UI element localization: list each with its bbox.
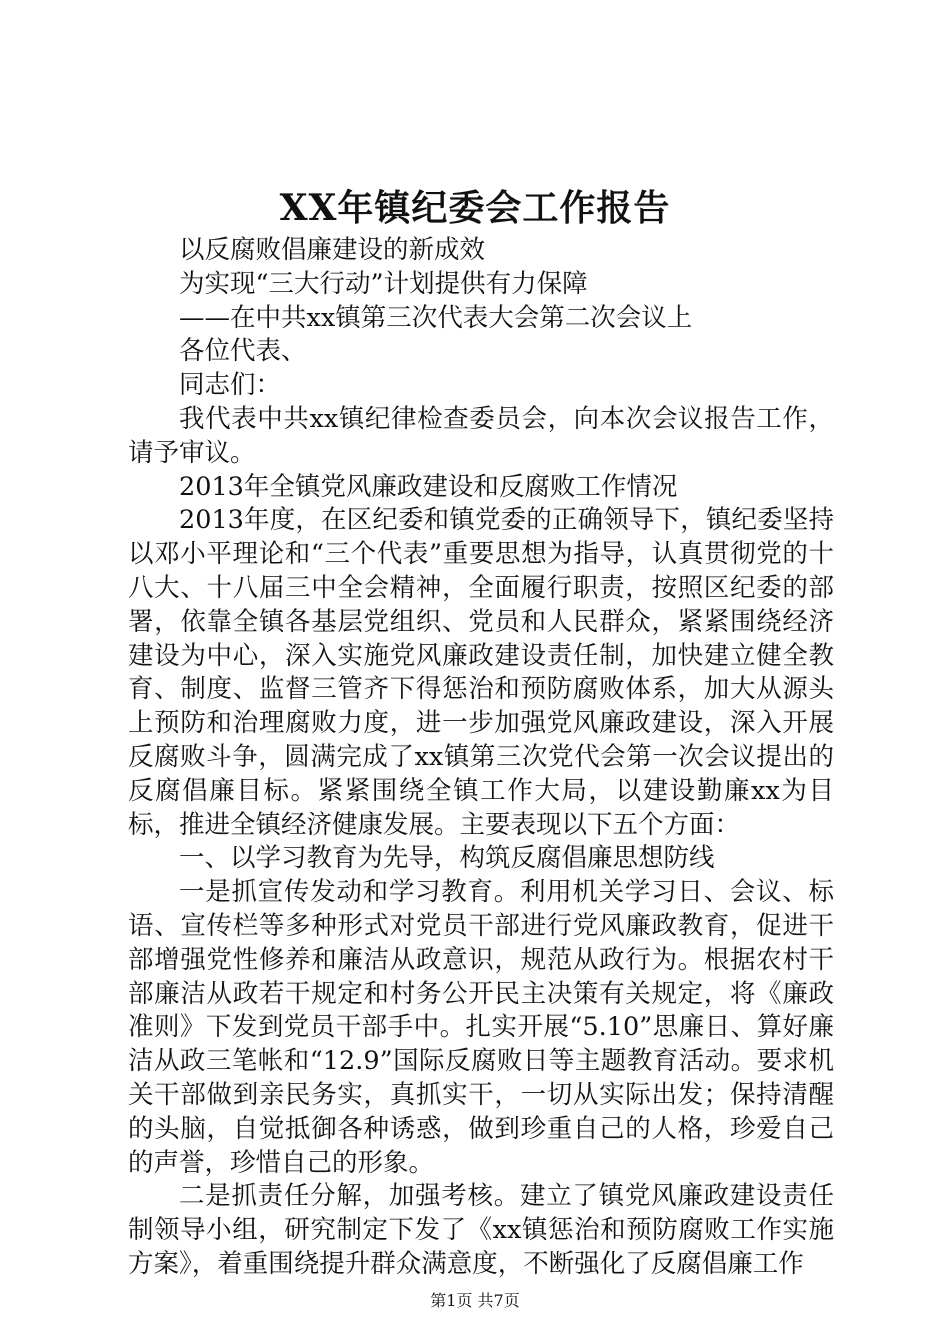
body-paragraph: 我代表中共xx镇纪律检查委员会，向本次会议报告工作，请予审议。 (128, 403, 834, 468)
subtitle-line: 以反腐败倡廉建设的新成效 (179, 235, 486, 265)
body-paragraph: 一是抓宣传发动和学习教育。利用机关学习日、会议、标语、宣传栏等多种形式对党员干部进行党风廉政教育，促进干部增强党性修养和廉洁从政意识，规范从政行为。根据农村干部廉洁从政若干规定和村务公开民主决策有关规定，将《廉政准则》下发到党员干部手中。扎实开展“5.10”思廉日、算好廉洁从政三笔帐和“12.9”国际反腐败日等主题教育活动。要求机关干部做到亲民务实，真抓实干，一切从实际出发；保持清醒的头脑，自觉抵御各种诱惑，做到珍重自己的人格，珍爱自己的声誉，珍惜自己的形象。 (128, 877, 834, 1178)
subtitle-line: ——在中共xx镇第三次代表大会第二次会议上 (179, 302, 693, 333)
section-heading: 一、以学习教育为先导，构筑反腐倡廉思想防线 (179, 843, 715, 874)
section-heading: 2013年全镇党风廉政建设和反腐败工作情况 (179, 471, 678, 502)
subtitle-line: 为实现“三大行动”计划提供有力保障 (179, 268, 588, 299)
body-paragraph: 二是抓责任分解，加强考核。建立了镇党风廉政建设责任制领导小组，研究制定下发了《xx镇惩治和预防腐败工作实施方案》，着重围绕提升群众满意度，不断强化了反腐倡廉工作 (128, 1181, 834, 1279)
document-title: XX年镇纪委会工作报告 (279, 187, 671, 229)
body-paragraph: 2013年度，在区纪委和镇党委的正确领导下，镇纪委坚持以邓小平理论和“三个代表”重要思想为指导，认真贯彻党的十八大、十八届三中全会精神，全面履行职责，按照区纪委的部署，依靠全镇各基层党组织、党员和人民群众，紧紧围绕经济建设为中心，深入实施党风廉政建设责任制，加快建立健全教育、制度、监督三管齐下得惩治和预防腐败体系，加大从源头上预防和治理腐败力度，进一步加强党风廉政建设，深入开展反腐败斗争，圆满完成了xx镇第三次党代会第一次会议提出的反腐倡廉目标。紧紧围绕全镇工作大局，以建设勤廉xx为目标，推进全镇经济健康发展。主要表现以下五个方面： (128, 505, 834, 840)
page-footer: 第1页 共7页 (430, 1291, 520, 1310)
salutation: 同志们： (179, 370, 282, 401)
salutation: 各位代表、 (179, 336, 307, 367)
document-body (128, 234, 834, 1282)
